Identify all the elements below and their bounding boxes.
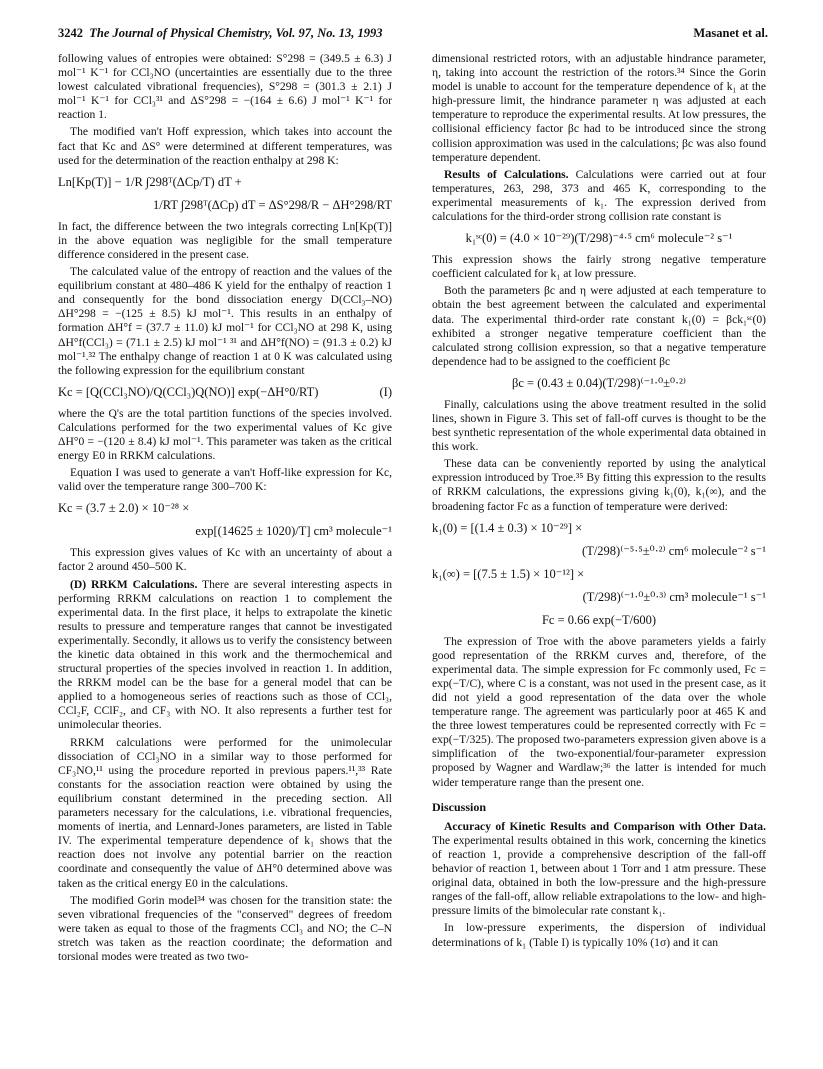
equation <box>58 500 392 517</box>
run-in-heading: Accuracy of Kinetic Results and Comparison with Other Data. <box>444 819 766 833</box>
equation-text: βc = (0.43 ± 0.04)(T/298)⁽⁻¹·⁰±⁰·²⁾ <box>511 375 687 390</box>
paragraph <box>58 52 392 122</box>
equation-text: (T/298)⁽⁻¹·⁰±⁰·³⁾ cm³ molecule⁻¹ s⁻¹ <box>582 589 766 604</box>
equation-text: 1/RT ∫298ᵀ(ΔCp) dT = ΔS°298/R − ΔH°298/RT <box>153 197 392 212</box>
paragraph <box>432 921 766 949</box>
paragraph <box>58 546 392 574</box>
equation <box>432 375 766 392</box>
run-in-heading: (D) RRKM Calculations. <box>70 577 198 591</box>
equation-text: Fc = 0.66 exp(−T/600) <box>541 612 657 627</box>
equation-text: k₁(0) = [(1.4 ± 0.3) × 10⁻²⁹] × <box>432 520 583 535</box>
equation-text: Kc = [Q(CCl₃NO)/Q(CCl₃)Q(NO)] exp(−ΔH°0/RT) <box>58 384 319 399</box>
paragraph <box>432 253 766 281</box>
paragraph <box>58 894 392 964</box>
paragraph <box>58 466 392 494</box>
paragraph-text: There are several interesting aspects in performing RRKM calculations on reaction 1 to complement the experimental data. In the first place, it helps to extrapolate the kinetic results to pressure and temperature ranges that cannot be investigated experimentally. Secondly, it allows us to verify the consistency between the kinetic data obtained in this work and the thermochemical and structural properties of the species involved in reaction 1. In addition, the RRKM model can be the base for a general model that can be applied to a homogeneous series of reactions such as those of CCl₃, CCl₂F, CClF₂, and CF₃ with NO. It also represents a further test for unimolecular theories. <box>58 577 392 732</box>
paragraph-text: The expression of Troe with the above parameters yields a fairly good representation of the RRKM curves and, therefore, of the experimental data. The simple expression for Fc commonly used, Fc = exp(−T/C), where C is a constant, was not used in the present case, as it did not yield a good representation of the data over the whole temperature range. The agreement was particularly poor at 465 K and the three lowest temperatures could be represented correctly with Fc = exp(−T/325). The proposed two-parameters expression given above is a simplification of the two-exponential/four-parameter expression proposed by Wagner and Wardlaw;³⁶ the latter is intended for much wider temperature range than the present one. <box>432 634 766 789</box>
equation-text: k₁(∞) = [(7.5 ± 1.5) × 10⁻¹²] × <box>432 566 585 581</box>
paragraph <box>432 168 766 224</box>
paragraph-text: Calculations were carried out at four temperatures, 263, 298, 373 and 465 K, corresponding to the experimental measurements of k₁. The expression derived from calculations for the third-order strong collision rate constant is <box>432 167 766 224</box>
equation <box>432 230 766 247</box>
paragraph <box>58 578 392 733</box>
equation <box>432 589 766 606</box>
paragraph <box>58 265 392 378</box>
section-heading: Discussion <box>432 799 487 814</box>
paragraph <box>432 457 766 513</box>
paragraph-text: These data can be conveniently reported by using the analytical expression introduced by Troe.³⁵ By fitting this expression to the results of RRKM calculations, the expressions giving k₁(0), k₁(∞), and the broadening factor Fc as a function of temperature were derived: <box>432 457 766 513</box>
paragraph <box>58 220 392 262</box>
equation <box>58 523 392 540</box>
equation-text: (T/298)⁽⁻⁵·⁵±⁰·²⁾ cm⁶ molecule⁻² s⁻¹ <box>582 543 766 558</box>
equation <box>58 174 392 191</box>
equation <box>432 612 766 629</box>
page-header <box>58 26 768 44</box>
equation-number: (I) <box>379 384 392 399</box>
paragraph-text: This expression gives values of Kc with an uncertainty of about a factor 2 around 450–500 K. <box>58 546 392 574</box>
page-number: 3242 <box>58 26 83 40</box>
paragraph-text: In fact, the difference between the two integrals correcting Ln[Kp(T)] in the above equation was negligible for the small temperature difference considered in the present case. <box>58 219 392 261</box>
paragraph-text: Equation I was used to generate a van't Hoff-like expression for Kc, valid over the temperature range 300–700 K: <box>58 466 392 494</box>
run-in-heading: Results of Calculations. <box>444 167 569 181</box>
paragraph-text: Finally, calculations using the above treatment resulted in the solid lines, shown in Figure 3. This set of fall-off curves is thought to be the best synthetic representation of the whole experimental data obtained in this work. <box>432 397 766 454</box>
paragraph-text: In low-pressure experiments, the dispersion of individual determinations of k₁ (Table I) is typically 10% (1σ) and it can <box>432 921 766 949</box>
paragraph-text: RRKM calculations were performed for the unimolecular dissociation of CCl₃NO in a similar way to those performed for CF₃NO,¹¹ using the procedure reported in previous papers.¹¹,³³ Rate constants for the association reaction were obtained by using the equilibrium constant determined in the preceding section. All parameters necessary for the calculations, i.e. vibrational frequencies, moments of inertia, and Lennard-Jones parameters, are listed in Table IV. The experimental temperature dependence of k₁ shows that the reaction does not involve any potential barrier on the reaction coordinate and consequently the value of ΔH°0 determined above was taken as the critical energy E0 in the calculations. <box>58 735 392 890</box>
paragraph <box>432 635 766 790</box>
paragraph <box>432 398 766 454</box>
equation <box>432 566 766 583</box>
equation-text: Ln[Kp(T)] − 1/R ∫298ᵀ(ΔCp/T) dT + <box>58 174 242 189</box>
running-authors: Masanet et al. <box>693 26 768 40</box>
paragraph-text: dimensional restricted rotors, with an adjustable hindrance parameter, η, taking into account the restriction of the rotors.³⁴ Since the Gorin model is unable to account for the temperature dependence of k₁ at the high-pressure limit, the hindrance parameter η was adjusted at each temperature to reproduce the experimental results. At low pressures, the collisional efficiency factor βc had to be introduced since the strong collision approximation was used in the calculations; βc was also found temperature dependent. <box>432 52 766 164</box>
paragraph-text: following values of entropies were obtained: S°298 = (349.5 ± 6.3) J mol⁻¹ K⁻¹ for CCl₃NO (uncertainties are essentially due to the three lowest calculated vibrational frequencies), S°298 = (301.3 ± 2.1) J mol⁻¹ K⁻¹ for CCl₃³¹ and ΔS°298 = −(164 ± 6.6) J mol⁻¹ K⁻¹ for reaction 1. <box>58 52 392 122</box>
paragraph <box>432 284 766 369</box>
paragraph <box>58 407 392 463</box>
right-column <box>432 52 766 953</box>
paragraph <box>58 736 392 891</box>
paragraph <box>58 125 392 167</box>
equation <box>58 197 392 214</box>
paragraph-text: The modified van't Hoff expression, which takes into account the fact that Kc and ΔS° were determined at different temperatures, was used for the determination of the reaction enthalpy at 298 K: <box>58 125 392 167</box>
equation <box>432 520 766 537</box>
left-column <box>58 52 392 967</box>
paragraph-text: Both the parameters βc and η were adjusted at each temperature to obtain the best agreement between the calculated and experimental data. The experimental third-order rate constant k₁(0) = βck₁ˢᶜ(0) exhibited a stronger negative temperature coefficient than the calculated strong collision expression, so that a negative temperature dependence had to be assigned to the coefficient βc <box>432 284 766 368</box>
paragraph <box>432 820 766 919</box>
paragraph-text: This expression shows the fairly strong negative temperature coefficient calculated for k₁ at low pressure. <box>432 253 766 281</box>
paragraph-text: The experimental results obtained in this work, concerning the kinetics of reaction 1, provide a comprehensive description of the fall-off behavior of reaction 1, between about 1 Torr and 1 atm pressure. These original data, obtained in both the low-pressure and the high-pressure ranges of the fall-off, allow reliable extrapolations to the low- and high-pressure limits of the bimolecular rate constant k₁. <box>432 833 766 918</box>
paragraph-text: The modified Gorin model³⁴ was chosen for the transition state: the seven vibrational frequencies of the "conserved" degrees of freedom were taken as equal to those of the fragments CCl₃ and NO; the C–N stretch was taken as the reaction coordinate; the deformation and torsional modes were treated as two two- <box>58 893 392 963</box>
equation-text: k₁ˢᶜ(0) = (4.0 × 10⁻²⁹)(T/298)⁻⁴·⁵ cm⁶ molecule⁻² s⁻¹ <box>465 231 733 246</box>
journal-citation: The Journal of Physical Chemistry, Vol. 97, No. 13, 1993 <box>89 26 383 40</box>
paragraph-text: The calculated value of the entropy of reaction and the values of the equilibrium constant at 480–486 K yield for the enthalpy of reaction 1 and consequently for the bond dissociation energy D(CCl₃–NO) ΔH°298 = −(125 ± 8.5) kJ mol⁻¹. This results in an enthalpy of formation ΔH°f = (37.7 ± 11.0) kJ mol⁻¹ for CCl₃NO at 298 K, using ΔH°f(CCl₃) = (71.1 ± 2.5) kJ mol⁻¹ ³¹ and ΔH°f(NO) = (91.3 ± 0.2) kJ mol⁻¹.³² The enthalpy change of reaction 1 at 0 K was calculated using the following expression for the equilibrium constant <box>58 265 392 377</box>
equation-text: Kc = (3.7 ± 2.0) × 10⁻²⁸ × <box>58 501 190 516</box>
paragraph-text: where the Q's are the total partition functions of the species involved. Calculations performed for the two experimental values of Kc give ΔH°0 = −(120 ± 8.4) kJ mol⁻¹. This parameter was taken as the critical energy E0 in RRKM calculations. <box>58 406 392 463</box>
equation <box>432 543 766 560</box>
header-left <box>58 26 383 41</box>
equation <box>58 384 392 401</box>
paragraph <box>432 52 766 165</box>
equation-text: exp[(14625 ± 1020)/T] cm³ molecule⁻¹ <box>195 524 392 539</box>
